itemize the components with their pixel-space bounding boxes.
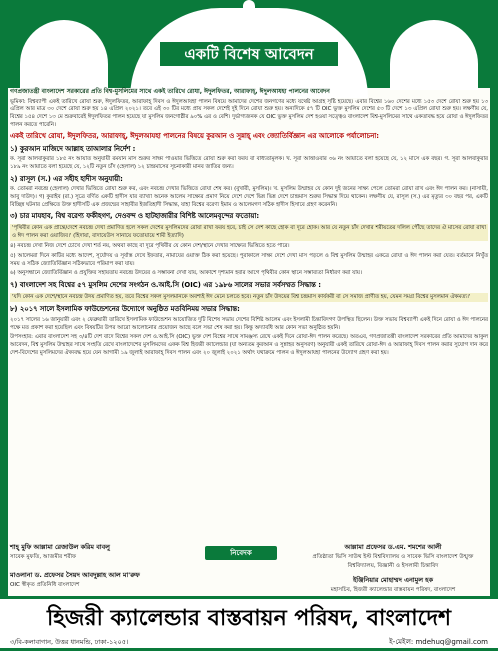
right-border xyxy=(490,88,498,608)
section-4-body: ৪) নবচন্দ্র দেখা নিজ দেশে চোখে দেখা শর্ত নয়, অথবা কাছে বা দূরে পৃথিবীর যে কোন দেশ/স্থানে দেখার সাক্ষ্যের ভিত্তিতে হতে পারে। xyxy=(10,243,290,250)
section-1-body: ক. সূরা আলবাকুরার ১৮৫ নং আয়াত অনুযায়ী রমযান মাস শুরুর সাক্ষ্য পাওয়ার ভিত্তিতে রোযা শুরু করা ফরয বা বাধ্যতামূলক। খ. সূরা আত্তাওবার ৩৬ নং আয়াতে বলা হয়েছে যে, ১২ মাসে এক বছর। গ. সূরা আলবাকুরার ১৮৯ নং আয়াতে বলা হয়েছে যে, ১২টি নতুন চাঁদ (হেলাল) ১২ চান্দ্রমাসের সূচনাকারী মানব জাতির জন্য। xyxy=(10,156,488,171)
left-border xyxy=(0,88,8,608)
section-3-body: 'পৃথিবীর কোন এক প্রান্তে/দেশে নবচন্দ্র দেখা প্রমাণিত হলে সকল দেশের মুসলিমদের রোযা রাখা ফরয হবে, চাই সে দেশ কাছে হোক বা দূরে হোক। আর যে নতুন চাঁদ দেখার শরীয়তের দলিল পৌঁছে তাদের ঐ মাসের রোযা রাখা ও ঈদ পালন করা ওয়াজিব।' (হিদায়া, বাদায়েউস সানায়ে ফতোয়ায়ে শামী ইত্যাদি) xyxy=(10,224,488,241)
signatory-name: মাওলানা ড. প্রফেসর সৈয়দ আবদুল্লাহ আল মা'রুফ xyxy=(10,571,140,579)
dome-tip-decoration xyxy=(243,0,255,14)
footer xyxy=(0,596,498,654)
headline: গণপ্রজাতন্ত্রী বাংলাদেশ সরকারের প্রতি বিশ্ব-মুসলিমের সাথে একই তারিখে রোযা, ঈদুলফিতর, আরাফাহ্, ঈদুলআযহা পালনের আবেদন xyxy=(10,88,330,95)
section-2-heading: ২) রাসূল (স.) এর সহীহ হাদীস অনুযায়ী: xyxy=(10,174,123,183)
section-8-body: ২০১৭ সালের ১৬ জানুয়ারী এবং ২ ফেব্রুয়ারী তারিখে ইসলামিক ফাউন্ডেশন আয়োজিত দুটি বিশেষ সভায় দেশের বিশিষ্ট আলেম এবং ইসলামী চিন্তাবিদগণ উপস্থিত ছিলেন। উক্ত সভায় বিশ্বব্যাপী একই দিনে রোযা ও ঈদ পালনের পক্ষে মত প্রকাশ করা হয়েছিল এবং বিষয়টির উপর আরো আলোচনার প্রয়োজন আছে বলে সভা শেষ করা হয়। কিন্তু অদ্যাবধি আর কোন সভা অনুষ্ঠিত হয়নি। xyxy=(10,317,488,331)
submitter-label: নিবেদক xyxy=(205,546,277,560)
contact-email: ই-মেইল: mdehuq@gmail.com xyxy=(389,638,488,646)
signatures-right xyxy=(298,542,488,595)
signatory-role: প্রতিষ্ঠাতা ভিসি সাউথ ইস্ট বিশ্ববিদ্যালয় ও সাবেক ভিসি বাংলাদেশ উন্মুক্ত বিশ্ববিদ্যালয়, বিজ্ঞানী ও ইসলামী চিন্তাবিদ xyxy=(312,554,474,569)
section-1-heading: ১) কুরআন মাজিদে আল্লাহ তাআলার নির্দেশ : xyxy=(10,144,136,153)
signatory-role: মহাসচিব, হিজরী ক্যালেন্ডার বাস্তবায়ন পরিষদ, বাংলাদেশ xyxy=(330,587,456,593)
appeal-body xyxy=(10,88,488,538)
section-7-body: 'যদি কোন এক দেশে/স্থানে নবচন্দ্র উদয় প্রমাণিত হয়, তবে বিশ্বের সকল মুসলমানকে অবশ্যই ঈদ মেনে চলতে হবে। নতুন চাঁদ উদয়ের বিশ্ব চন্দ্রমাস কার্যকরী বা সে সমাজ প্রাণীত হয়, যেমন সমগ্র বিশ্বের মুসলমান ঐকমত্য।' xyxy=(10,293,488,303)
signatory-name: ইঞ্জিনিয়ার মোহাম্মদ এনামুল হক xyxy=(352,576,434,584)
section-5-body: ৫) আলেমরা দিনে কাটির মধ্যে আদেশ, সূর্যোদয় ও সূর্যাস্ত দেখে ইফতার, নামাযের ওয়াক্ত ঠিক করা হয়েছে। পুরাকালে সাক্ষ্য দেশে দেখা মাস পড়লে ও বিশ্ব মুসলিম উম্মাহর একত্রে রোযা ও ঈদ পালন করা যেত। বর্তমানে নিখুঁত সময় ও সঠিক জ্যোতির্বিজ্ঞান সঠিকভাবে পরিমাপ করা যায়। xyxy=(10,253,488,267)
page-title: একটি বিশেষ আবেদন xyxy=(160,42,338,66)
section-6-body: ৬) অনুসন্ধানে জ্যোতির্বিজ্ঞান ও প্রযুক্তির সহায়তায় নবচন্দ্র উদয়ের ও সম্ভাবনা দেখা যায়, আকাশে দৃশ্যমান হবার আগে পৃথিবীর কোন স্থানে সম্ভাব্যতা নির্ধারণ করা যায়। xyxy=(10,270,362,277)
intro-paragraph: ভূমিকা: বিশ্বব্যাপী একই তারিখে রোযা শুরু, ঈদুলফিতর, আরাফাহ্ দিবস ও ঈদুলআযহা পালন বিষয়ে আমাদের দেশের জনগণের মধ্যে যথেষ্ট আগ্রহ সৃষ্টি হয়েছে। এবার বিশ্বের ১৬০ দেশের মধ্যে ১৫৩ দেশে রোযা শুরু হয় ১৩ এপ্রিল আর মাত্র ৩০ দেশে রোযা শুরু হয় ১৪ এপ্রিল ২০২১। তবে এই ৩০ টির মধ্যে প্রায় সকল দেশেই দুই দিনে রোযা শুরু হয়। অন্যদিকে ৫৭ টি OIC ভুক্ত মুসলিম দেশের ৫৩ টি দেশে ১৩ এপ্রিল রোযা শুরু হয়। লক্ষণীয় যে, বিশ্বের ১৫৪ দেশে ১৩ মে শুক্রবারেই ঈদুলফিতর পালন হয়েছে যা মুসলিম জনগোষ্ঠীর ৯০% এর ও বেশি। দুর্ভাগ্যজনক যে OIC ভুক্ত মুসলিম দেশ হওয়া সত্ত্বেও বাংলাদেশ বিশ্ব-মুসলিমের সাথে একতাবদ্ধ হয়ে রোযা ও ঈদুলফিতর পালন করতে পারেনি। xyxy=(10,98,488,128)
signature-area xyxy=(10,538,488,594)
section-2-body: ক. তোমরা নবচন্দ্র (হেলাল) দেখার ভিত্তিতে রোযা শুরু কর, এবং নবচন্দ্র দেখার ভিত্তিতে রোযা শেষ কর। (বুখারী, মুসলিম)। খ. মুসলিম উম্মাহর যে কোন দুই জনের সাক্ষ্য পেলে তোমরা রোযা রাখ এবং ঈদ পালন কর। (নাসায়ী, আবু দাউদ)। গ) কুরাইব (রা.) সূত্রে বর্ণিত একটি হাদীস যার ব্যাখ্যা অনেক আলেম সাক্ষ্যের প্রমাণ নিয়ে দেশে দেশে ভিন্ন ভিন্ন দেশে চান্দ্রমাস শুরুর সিদ্ধান্ত দিয়ে থাকেন। লক্ষণীয় যে, রাসূল (স.) এর মৃত্যুর ৩০ বছর পর, একটি বিচ্ছিন্ন ঘটনার প্রেক্ষিতে উক্ত হাদীসটি এক প্রজন্মের সাহাবীর ইজতিহাদী সিদ্ধান্ত, যাহা বিশ্বের বরেণ্য ইমাম ও আলেমগণ সঠিক হাদীস হিসাবে গ্রহণ করেননি। xyxy=(10,186,488,208)
review-subhead: একই তারিখে রোযা, ঈদুলফিতর, আরাফাহ্, ঈদুলআযহা পালনের বিষয়ে কুরআন ও সুন্নাহ্ এবং জ্যোতির্বিজ্ঞান এর আলোকে পর্যালোচনা: xyxy=(10,132,379,141)
signatory-role: সাবেক মুফতি, আজমীর শরীফ xyxy=(10,554,77,560)
section-8-heading: ৮) ২০১৭ সালে ইসলামিক ফাউন্ডেশনের উদ্যোগে অনুষ্ঠিত মতবিনিময় সভার সিদ্ধান্ত: xyxy=(10,305,240,314)
section-7-heading: ৭) বাংলাদেশ সহ বিশ্বের ৫৭ মুসলিম দেশের সংগঠন ও.আই.সি (OIC) এর ১৯৮৬ সালের সভার সর্বসম্মত সিদ্ধান্ত : xyxy=(10,281,321,290)
signatures-left xyxy=(10,542,190,590)
signatory-role: OIC স্বীকৃত প্রতিনিধি বাংলাদেশ xyxy=(10,582,80,588)
organization-name: হিজরী ক্যালেন্ডার বাস্তবায়ন পরিষদ, বাংলাদেশ xyxy=(46,605,452,631)
organization-address: ৩/বি-কলাবাগান, উত্তর ধানমন্ডি, ঢাকা-১২০৫। xyxy=(10,638,129,646)
signatory-name: আল্লামা প্রফেসর ড.এম. শমশের আলী xyxy=(344,543,442,551)
signatory-name: শাহ্ মুফি আল্লামা রেজাউল করিম বাবলু xyxy=(10,543,110,551)
section-3-heading: ৩) চার মাযহাব, বিশ্ব বরেণ্য ফকীহগণ, দেওবন্দ ও হাটহাজারীর বিশিষ্ট আলেমবৃন্দের ফতোয়া: xyxy=(10,212,260,221)
conclusion: উপসংহার: এবার বাংলাদেশ সহ ৩/৪টি দেশ বাদে বিশ্বের সকল দেশ ও.আই.সি (OIC) ভুক্ত দেশ বিশ্বের সাথে সামঞ্জস্য রেখে একই দিনে রোযা-ঈদ পালন করেছে। অতএব, গণপ্রজাতন্ত্রী বাংলাদেশ সরকারের প্রতি আমাদের আকুল আবেদন, বিশ্ব মুসলিম উম্মাহর সাথে সংহতি রেখে বাংলাদেশের মুসলিমদের একক বিশ্ব হিজরী ক্যালেন্ডার (যা অন্যতম কুরআন ও সুন্নাহর অনুসরণ) অনুযায়ী একই তারিখে রোযা-ঈদ ও আরাফাহ্ দিবস পালন করার সুযোগ দান করে দেশ-বিদেশের মুসলিমদের ঐক্যবদ্ধ হয়ে যেন আগামী ১৯ জুলাই আরাফাহ্ দিবস পালন এবং ২০ জুলাই ২০২১ অর্থাৎ যথাক্রমে পালন ও ঈদুলআযহা পালনের উদ্যোগ গ্রহণ করা হয়। xyxy=(10,334,488,356)
